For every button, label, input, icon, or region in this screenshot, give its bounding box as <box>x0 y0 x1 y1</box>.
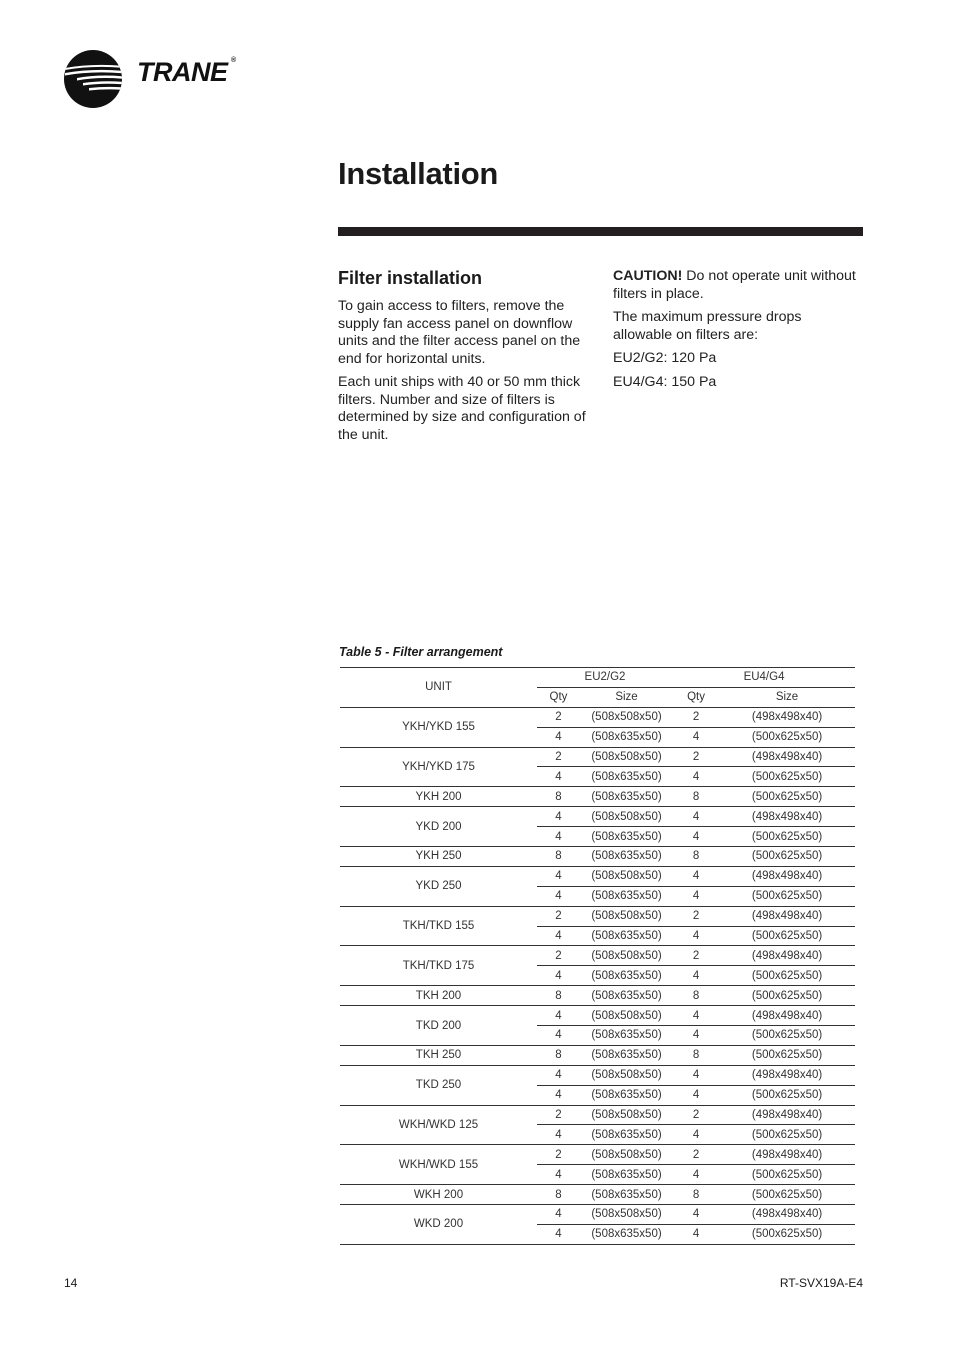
table-row <box>340 1065 855 1085</box>
size-eu2-cell: (508x508x50) <box>580 807 673 827</box>
table-row <box>340 1045 855 1065</box>
table-row <box>340 847 855 867</box>
size-eu2-cell: (508x508x50) <box>580 906 673 926</box>
qty-eu2-cell: 8 <box>537 1185 580 1205</box>
qty-eu4-cell: 4 <box>673 807 719 827</box>
table-body <box>340 707 855 1244</box>
size-eu4-cell: (498x498x40) <box>719 1105 855 1125</box>
size-eu4-cell: (498x498x40) <box>719 1006 855 1026</box>
table-row <box>340 787 855 807</box>
qty-eu4-cell: 4 <box>673 886 719 906</box>
size-eu2-cell: (508x635x50) <box>580 1125 673 1145</box>
size-eu2-cell: (508x508x50) <box>580 1145 673 1165</box>
size-eu2-cell: (508x635x50) <box>580 1045 673 1065</box>
size-eu2-cell: (508x508x50) <box>580 1205 673 1225</box>
table-caption: Table 5 - Filter arrangement <box>339 645 503 659</box>
left-column <box>338 268 596 450</box>
unit-cell: WKH/WKD 155 <box>340 1145 537 1185</box>
right-column <box>613 268 863 397</box>
qty-eu4-cell: 4 <box>673 966 719 986</box>
size-eu4-cell: (498x498x40) <box>719 866 855 886</box>
size-eu4-cell: (500x625x50) <box>719 986 855 1006</box>
size-eu2-cell: (508x635x50) <box>580 1224 673 1244</box>
brand-wordmark: TRANE <box>137 57 228 87</box>
brand-registered-mark: ® <box>231 57 237 64</box>
pressure-eu2: EU2/G2: 120 Pa <box>613 350 717 366</box>
unit-cell: YKH 250 <box>340 847 537 867</box>
table-row <box>340 1145 855 1165</box>
unit-cell: TKH/TKD 155 <box>340 906 537 946</box>
size-eu2-cell: (508x635x50) <box>580 767 673 787</box>
qty-eu4-cell: 4 <box>673 1065 719 1085</box>
qty-eu2-cell: 8 <box>537 1045 580 1065</box>
unit-cell: WKH/WKD 125 <box>340 1105 537 1145</box>
paragraph-filter-access: To gain access to filters, remove the supply fan access panel on downflow units and the filter access panel on the end for horizontal units. <box>338 298 581 367</box>
qty-eu4-cell: 2 <box>673 747 719 767</box>
size-eu4-cell: (500x625x50) <box>719 847 855 867</box>
table-row <box>340 1105 855 1125</box>
unit-cell: YKH/YKD 155 <box>340 707 537 747</box>
unit-cell: TKH 250 <box>340 1045 537 1065</box>
size-eu4-cell: (498x498x40) <box>719 1065 855 1085</box>
size-eu4-cell: (500x625x50) <box>719 1165 855 1185</box>
qty-eu2-cell: 8 <box>537 847 580 867</box>
size-eu2-cell: (508x508x50) <box>580 866 673 886</box>
qty-eu4-cell: 2 <box>673 946 719 966</box>
size-eu4-cell: (498x498x40) <box>719 707 855 727</box>
size-eu2-cell: (508x635x50) <box>580 847 673 867</box>
size-eu2-cell: (508x635x50) <box>580 986 673 1006</box>
unit-cell: TKD 250 <box>340 1065 537 1105</box>
trane-logo-icon <box>63 49 127 109</box>
table-row <box>340 1185 855 1205</box>
qty-eu2-cell: 4 <box>537 866 580 886</box>
size-eu2-cell: (508x635x50) <box>580 1165 673 1185</box>
trane-logo <box>63 49 243 109</box>
size-eu2-cell: (508x635x50) <box>580 1185 673 1205</box>
size-eu4-cell: (500x625x50) <box>719 1026 855 1046</box>
size-eu4-cell: (498x498x40) <box>719 747 855 767</box>
qty-eu2-cell: 4 <box>537 827 580 847</box>
unit-cell: TKH 200 <box>340 986 537 1006</box>
qty-eu4-cell: 2 <box>673 707 719 727</box>
qty-eu2-cell: 8 <box>537 986 580 1006</box>
size-eu4-cell: (498x498x40) <box>719 946 855 966</box>
qty-eu4-cell: 4 <box>673 1006 719 1026</box>
qty-eu4-cell: 8 <box>673 986 719 1006</box>
size-eu2-cell: (508x508x50) <box>580 946 673 966</box>
size-eu4-cell: (498x498x40) <box>719 1145 855 1165</box>
header-size-eu4: Size <box>719 687 855 707</box>
qty-eu2-cell: 4 <box>537 1224 580 1244</box>
qty-eu4-cell: 8 <box>673 1045 719 1065</box>
qty-eu2-cell: 2 <box>537 747 580 767</box>
qty-eu4-cell: 8 <box>673 787 719 807</box>
size-eu4-cell: (498x498x40) <box>719 807 855 827</box>
header-size-eu2: Size <box>580 687 673 707</box>
qty-eu2-cell: 2 <box>537 707 580 727</box>
qty-eu4-cell: 2 <box>673 1145 719 1165</box>
qty-eu2-cell: 4 <box>537 1006 580 1026</box>
qty-eu2-cell: 4 <box>537 886 580 906</box>
qty-eu2-cell: 4 <box>537 966 580 986</box>
size-eu2-cell: (508x635x50) <box>580 787 673 807</box>
unit-cell: YKD 250 <box>340 866 537 906</box>
qty-eu4-cell: 4 <box>673 926 719 946</box>
qty-eu4-cell: 4 <box>673 866 719 886</box>
table-row <box>340 747 855 767</box>
qty-eu2-cell: 4 <box>537 727 580 747</box>
unit-cell: YKH 200 <box>340 787 537 807</box>
size-eu4-cell: (500x625x50) <box>719 1085 855 1105</box>
unit-cell: WKD 200 <box>340 1205 537 1245</box>
unit-cell: TKD 200 <box>340 1006 537 1046</box>
qty-eu2-cell: 8 <box>537 787 580 807</box>
header-eu2-g2: EU2/G2 <box>537 668 673 688</box>
size-eu2-cell: (508x508x50) <box>580 707 673 727</box>
caution-text: Do not operate unit without filters in place. <box>613 268 856 302</box>
qty-eu2-cell: 4 <box>537 767 580 787</box>
page-title: Installation <box>338 156 499 191</box>
qty-eu4-cell: 4 <box>673 727 719 747</box>
qty-eu4-cell: 2 <box>673 906 719 926</box>
caution-note <box>613 268 863 303</box>
qty-eu4-cell: 2 <box>673 1105 719 1125</box>
size-eu2-cell: (508x508x50) <box>580 1065 673 1085</box>
qty-eu2-cell: 2 <box>537 1145 580 1165</box>
qty-eu2-cell: 4 <box>537 1165 580 1185</box>
qty-eu2-cell: 2 <box>537 946 580 966</box>
unit-cell: YKH/YKD 175 <box>340 747 537 787</box>
pressure-intro: The maximum pressure drops allowable on filters are: <box>613 309 802 343</box>
size-eu4-cell: (500x625x50) <box>719 1224 855 1244</box>
size-eu2-cell: (508x635x50) <box>580 886 673 906</box>
size-eu4-cell: (498x498x40) <box>719 1205 855 1225</box>
qty-eu2-cell: 4 <box>537 1085 580 1105</box>
size-eu2-cell: (508x508x50) <box>580 747 673 767</box>
qty-eu2-cell: 2 <box>537 1105 580 1125</box>
filter-arrangement-table <box>340 667 855 1245</box>
qty-eu4-cell: 4 <box>673 1224 719 1244</box>
size-eu4-cell: (500x625x50) <box>719 787 855 807</box>
qty-eu4-cell: 8 <box>673 847 719 867</box>
section-heading: Filter installation <box>338 268 483 288</box>
qty-eu4-cell: 4 <box>673 1165 719 1185</box>
table-row <box>340 707 855 727</box>
caution-label: CAUTION! <box>613 268 683 284</box>
size-eu2-cell: (508x635x50) <box>580 1026 673 1046</box>
qty-eu2-cell: 4 <box>537 1026 580 1046</box>
table-row <box>340 946 855 966</box>
size-eu4-cell: (500x625x50) <box>719 886 855 906</box>
paragraph-filter-thickness: Each unit ships with 40 or 50 mm thick filters. Number and size of filters is determined by size and configuration of the unit. <box>338 374 586 443</box>
qty-eu4-cell: 4 <box>673 767 719 787</box>
header-qty-eu2: Qty <box>537 687 580 707</box>
size-eu2-cell: (508x635x50) <box>580 727 673 747</box>
table-row <box>340 906 855 926</box>
qty-eu2-cell: 4 <box>537 1205 580 1225</box>
page-number: 14 <box>64 1276 78 1290</box>
size-eu4-cell: (500x625x50) <box>719 727 855 747</box>
size-eu4-cell: (498x498x40) <box>719 906 855 926</box>
header-qty-eu4: Qty <box>673 687 719 707</box>
size-eu2-cell: (508x635x50) <box>580 827 673 847</box>
document-code: RT-SVX19A-E4 <box>779 1276 863 1290</box>
unit-cell: YKD 200 <box>340 807 537 847</box>
table-row <box>340 807 855 827</box>
header-unit: UNIT <box>340 668 537 708</box>
qty-eu2-cell: 4 <box>537 926 580 946</box>
qty-eu4-cell: 4 <box>673 1026 719 1046</box>
table-row <box>340 866 855 886</box>
size-eu2-cell: (508x508x50) <box>580 1105 673 1125</box>
qty-eu2-cell: 4 <box>537 807 580 827</box>
table-row <box>340 986 855 1006</box>
size-eu2-cell: (508x635x50) <box>580 966 673 986</box>
size-eu2-cell: (508x635x50) <box>580 926 673 946</box>
qty-eu2-cell: 4 <box>537 1125 580 1145</box>
unit-cell: TKH/TKD 175 <box>340 946 537 986</box>
size-eu4-cell: (500x625x50) <box>719 926 855 946</box>
qty-eu4-cell: 4 <box>673 1125 719 1145</box>
qty-eu4-cell: 4 <box>673 1085 719 1105</box>
pressure-eu4: EU4/G4: 150 Pa <box>613 373 717 390</box>
title-rule <box>338 227 863 236</box>
table-row <box>340 1205 855 1225</box>
size-eu4-cell: (500x625x50) <box>719 827 855 847</box>
qty-eu4-cell: 4 <box>673 1205 719 1225</box>
qty-eu4-cell: 4 <box>673 827 719 847</box>
size-eu4-cell: (500x625x50) <box>719 1045 855 1065</box>
size-eu2-cell: (508x635x50) <box>580 1085 673 1105</box>
size-eu4-cell: (500x625x50) <box>719 767 855 787</box>
qty-eu4-cell: 8 <box>673 1185 719 1205</box>
size-eu2-cell: (508x508x50) <box>580 1006 673 1026</box>
header-eu4-g4: EU4/G4 <box>673 668 855 688</box>
qty-eu2-cell: 2 <box>537 906 580 926</box>
size-eu4-cell: (500x625x50) <box>719 966 855 986</box>
size-eu4-cell: (500x625x50) <box>719 1185 855 1205</box>
qty-eu2-cell: 4 <box>537 1065 580 1085</box>
table-row <box>340 1006 855 1026</box>
unit-cell: WKH 200 <box>340 1185 537 1205</box>
size-eu4-cell: (500x625x50) <box>719 1125 855 1145</box>
